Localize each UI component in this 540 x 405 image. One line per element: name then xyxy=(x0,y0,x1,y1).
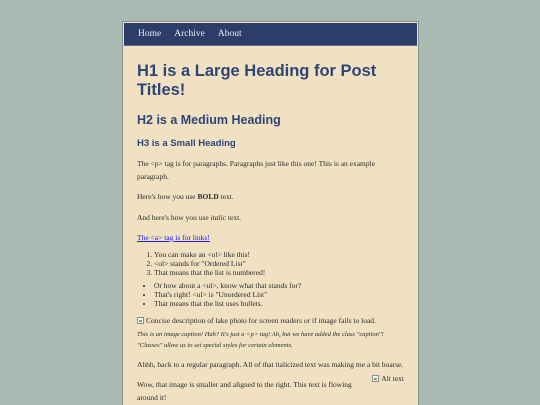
nav-archive-link[interactable]: Archive xyxy=(174,29,205,39)
italic-prefix: And here's how you use xyxy=(137,212,211,222)
broken-image-icon xyxy=(137,317,144,324)
nav-home-link[interactable]: Home xyxy=(138,29,162,39)
list-item: 1. You can make an <ol> like this! xyxy=(154,250,404,259)
lake-photo-broken-image xyxy=(137,316,404,326)
list-item: • That's right! <ul> is "Unordered List" xyxy=(154,290,404,299)
paragraph-bold xyxy=(137,191,404,204)
page-container xyxy=(122,21,419,405)
post-title-h1: H1 is a Large Heading for Post Titles! xyxy=(137,62,377,99)
ordered-list xyxy=(137,250,404,277)
bold-prefix: Here's how you use xyxy=(137,192,198,201)
paragraph-p-tag: The <p> tag is for paragraphs. Paragraphs just like this one! This is an example paragraph. xyxy=(137,159,376,181)
paragraph-italic xyxy=(137,212,404,225)
post-content xyxy=(123,62,418,404)
image-caption: This is an image caption! Huh? It's just a <p> tag! Ah, but we have added the class "caption"! "Classes" allow us to set special styles for certain elements. xyxy=(137,330,384,349)
italic-word: italic xyxy=(210,212,227,222)
list-item: 2. <ol> stands for "Ordered List" xyxy=(154,259,404,268)
medium-heading-h2: H2 is a Medium Heading xyxy=(137,113,281,127)
unordered-list xyxy=(137,281,404,308)
paragraph-regular: Ahhh, back to a regular paragraph. All of that italicized text was making me a bit hoarse. xyxy=(137,359,404,369)
italic-suffix: text. xyxy=(226,212,242,222)
list-item: • Or how about a <ul>, know what that stands for? xyxy=(154,281,404,290)
small-heading-h3: H3 is a Small Heading xyxy=(137,138,236,149)
lake-photo-alt-text: Concise description of lake photo for screen readers or if image fails to load. xyxy=(146,315,376,325)
bold-suffix: text. xyxy=(218,192,234,201)
right-image-alt-text: Alt text xyxy=(381,374,404,383)
paragraph-link xyxy=(137,232,404,245)
list-item: 3. That means that the list is numbered! xyxy=(154,268,404,277)
paragraph-float: Wow, that image is smaller and aligned to the right. This text is flowing around it! xyxy=(137,380,352,402)
list-item: • That means that the list uses bullets. xyxy=(154,299,404,308)
example-link[interactable]: The <a> tag is for links! xyxy=(137,233,210,242)
right-aligned-broken-image xyxy=(372,374,404,383)
top-nav xyxy=(124,23,417,46)
broken-image-icon xyxy=(372,375,379,382)
nav-about-link[interactable]: About xyxy=(217,29,242,39)
bold-word: BOLD xyxy=(197,192,219,201)
